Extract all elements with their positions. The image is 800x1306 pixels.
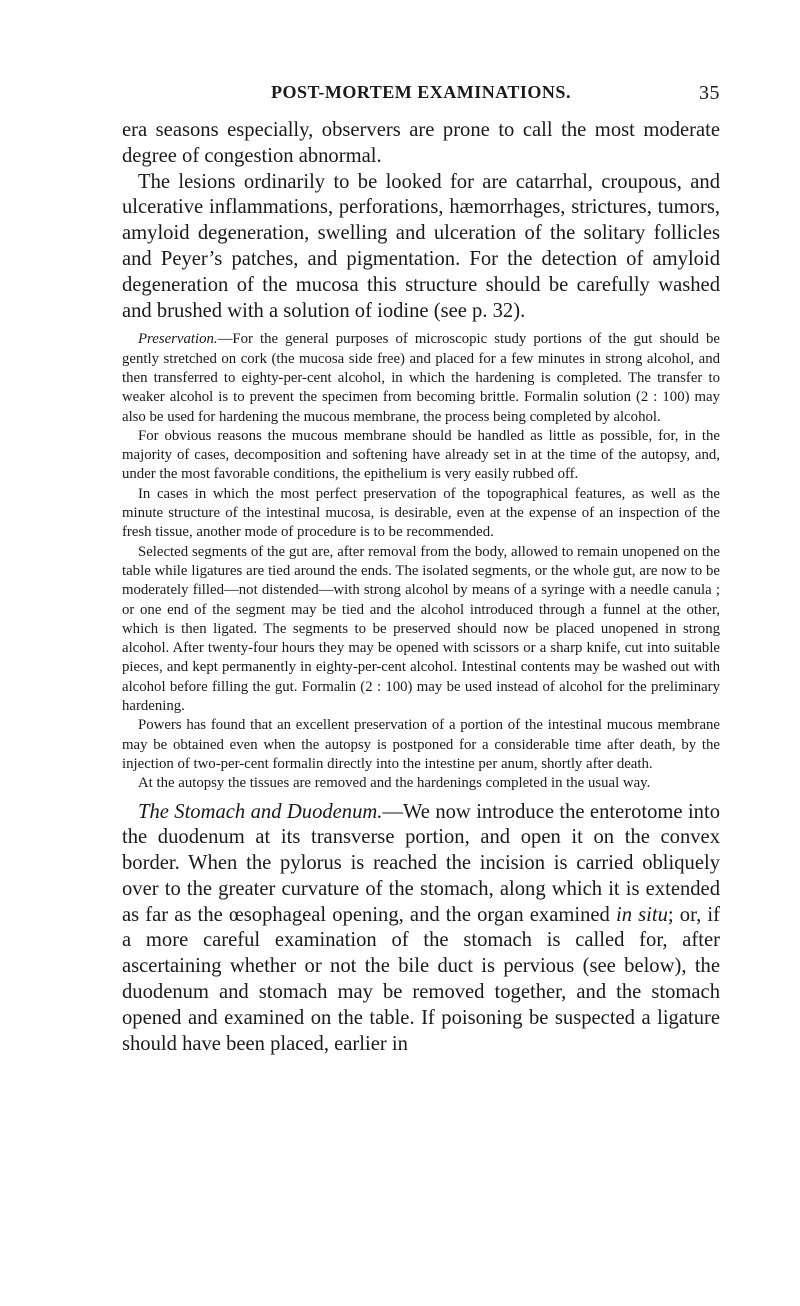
paragraph-continuation: era seasons especially, observers are prone to call the most moderate degree of congestion abnormal. (122, 119, 720, 167)
paragraph-selected-segments: Selected segments of the gut are, after removal from the body, allowed to remain unopened on the table while ligatures are tied around the ends. The isolated segments, or the whole gut, are now to be moderately filled—not distended—with strong alcohol by means of a syringe with a needle canula ; or one end of the segment may be tied and the alcohol introduced through a funnel at the other, which is then ligated. The segments to be preserved should now be placed unopened in strong alcohol. After twenty-four hours they may be opened with scissors or a sharp knife, cut into suitable pieces, and kept permanently in eighty-per-cent alcohol. Intestinal contents may be washed out with alcohol before filling the gut. Formalin (2 : 100) may be used instead of alcohol for the preliminary hardening. (122, 543, 720, 715)
running-title: POST-MORTEM EXAMINATIONS. (271, 82, 571, 102)
stomach-text-part1: —We now introduce the enterotome into the duodenum at its transverse portion, and open it on the convex border. When the pylorus is reached the incision is carried obliquely over to the greater curvature of the stomach, along which it is extended as far as the œsophageal opening, and the organ examined (122, 800, 720, 926)
main-text-bottom (122, 800, 720, 1058)
page-number: 35 (699, 82, 720, 104)
paragraph-lesions: The lesions ordinarily to be looked for are catarrhal, croupous, and ulcerative inflammations, perforations, hæmorrhages, strictures, tumors, amyloid degeneration, swelling and ulceration of the solitary follicles and Peyer’s patches, and pigmentation. For the detection of amyloid degeneration of the mucosa this structure should be carefully washed and brushed with a solution of iodine (see p. 32). (122, 170, 720, 322)
preservation-heading: Preservation. (138, 331, 218, 348)
book-page (122, 82, 720, 1057)
in-situ-italic: in situ (616, 903, 668, 926)
preservation-body: —For the general purposes of microscopic study portions of the gut should be gently stretched on cork (the mucosa side free) and placed for a few minutes in strong alcohol, and then transferred to eighty-per-cent alcohol, in which the hardening is completed. The transfer to weaker alcohol is to prevent the specimen from becoming brittle. Formalin solution (2 : 100) may also be used for hardening the mucous membrane, the process being completed by alcohol. (122, 331, 720, 425)
paragraph-perfect-preservation: In cases in which the most perfect preservation of the topographical features, as well as the minute structure of the intestinal mucosa, is desirable, even at the expense of an inspection of the fresh tissue, another mode of procedure is to be recommended. (122, 485, 720, 541)
paragraph-stomach-duodenum (122, 800, 720, 1058)
running-header (122, 82, 720, 112)
paragraph-handling: For obvious reasons the mucous membrane should be handled as little as possible, for, in the majority of cases, decomposition and softening have already set in at the time of the autopsy, and, under the most favorable conditions, the epithelium is very easily rubbed off. (122, 427, 720, 483)
small-print-section (122, 330, 720, 793)
paragraph-preservation (122, 330, 720, 426)
main-text-top (122, 118, 720, 324)
paragraph-autopsy: At the autopsy the tissues are removed and the hardenings completed in the usual way. (138, 775, 651, 792)
paragraph-powers: Powers has found that an excellent preservation of a portion of the intestinal mucous membrane may be obtained even when the autopsy is postponed for a considerable time after death, by the injection of two-per-cent formalin directly into the intestine per anum, shortly after death. (122, 717, 720, 772)
stomach-text-part2: ; or, if a more careful examination of the stomach is called for, after ascertaining whether or not the bile duct is pervious (see below), the duodenum and stomach may be removed together, and the stomach opened and examined on the table. If poisoning be suspected a ligature should have been placed, earlier in (122, 903, 720, 1055)
stomach-heading: The Stomach and Duodenum. (138, 800, 383, 823)
